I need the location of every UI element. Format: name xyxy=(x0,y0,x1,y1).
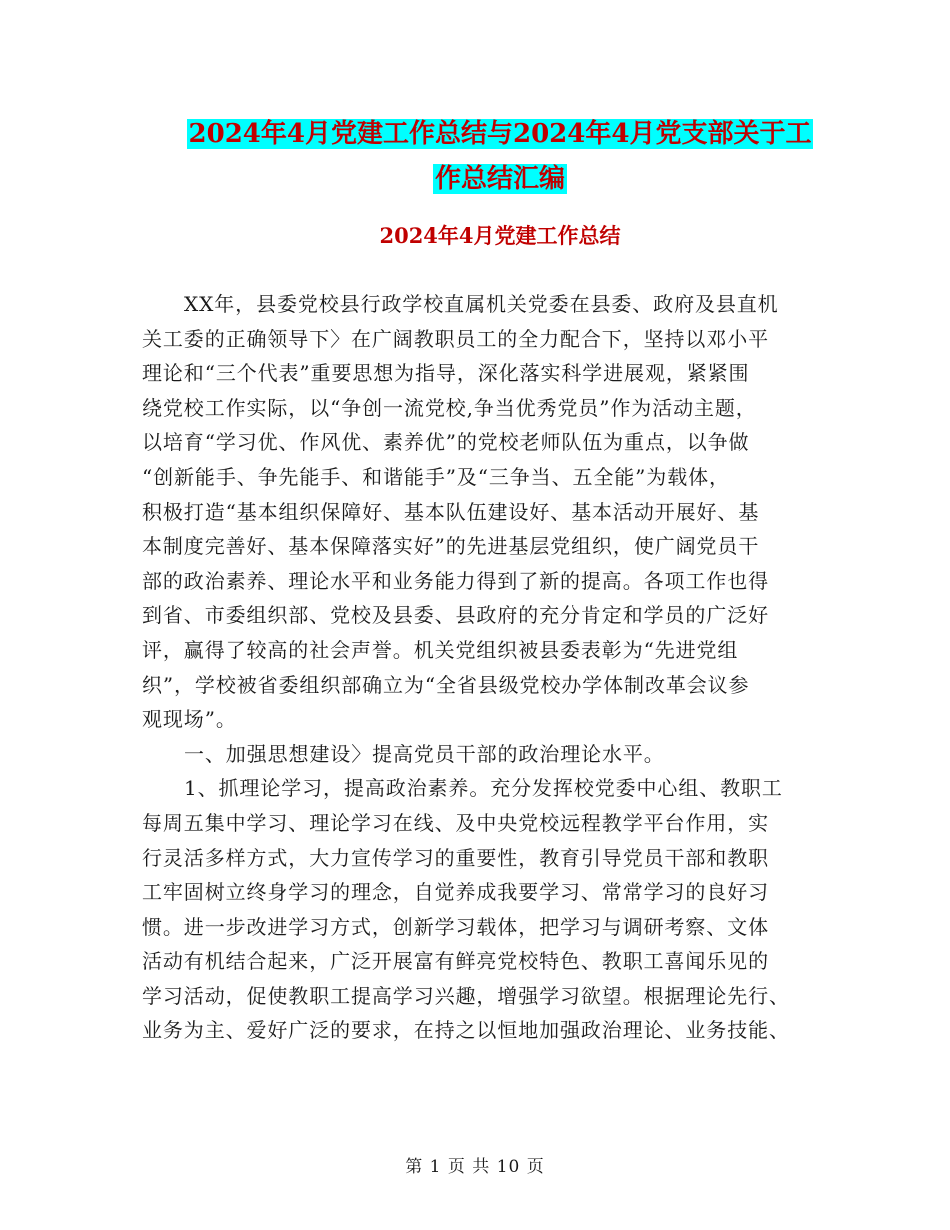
body-line: 绕党校工作实际，以“争创一流党校,争当优秀党员”作为活动主题， xyxy=(142,395,757,420)
body-text xyxy=(142,287,810,1048)
body-line: 部的政治素养、理论水平和业务能力得到了新的提高。各项工作也得 xyxy=(142,568,769,593)
heading-line: 一、加强思想建设〉提高党员干部的政治理论水平。 xyxy=(184,741,665,766)
body-line: 惯。进一步改进学习方式，创新学习载体，把学习与调研考察、文体 xyxy=(142,914,769,939)
body-line: 到省、市委组织部、党校及县委、县政府的充分肯定和学员的广泛好 xyxy=(142,603,769,628)
body-line: 关工委的正确领导下〉在广阔教职员工的全力配合下，坚持以邓小平 xyxy=(142,326,769,351)
body-line: “创新能手、争先能手、和谐能手”及“三争当、五全能”为载体， xyxy=(142,464,730,489)
body-line: 工牢固树立终身学习的理念，自觉养成我要学习、常常学习的良好习 xyxy=(142,880,769,905)
body-line: 以培育“学习优、作风优、素养优”的党校老师队伍为重点，以争做 xyxy=(142,430,750,455)
document-title-line2: 作总结汇编 xyxy=(434,164,565,194)
body-line: 观现场”。 xyxy=(142,707,237,732)
body-line: 1、抓理论学习，提高政治素养。充分发挥校党委中心组、教职工 xyxy=(184,776,783,801)
body-line: 行灵活多样方式，大力宣传学习的重要性，教育引导党员干部和教职 xyxy=(142,845,769,870)
body-line: 本制度完善好、基本保障落实好”的先进基层党组织，使广阔党员干 xyxy=(142,534,760,559)
body-line: 每周五集中学习、理论学习在线、及中央党校远程教学平台作用，实 xyxy=(142,810,769,835)
body-line: 织”，学校被省委组织部确立为“全省县级党校办学体制改革会议参 xyxy=(142,672,750,697)
body-line: 理论和“三个代表”重要思想为指导，深化落实科学进展观，紧紧围 xyxy=(142,361,750,386)
section-title: 2024年4月党建工作总结 xyxy=(379,223,621,248)
body-line: 评，赢得了较高的社会声誉。机关党组织被县委表彰为“先进党组 xyxy=(142,637,739,662)
body-line: 业务为主、爱好广泛的要求，在持之以恒地加强政治理论、业务技能、 xyxy=(142,1018,790,1043)
document-title xyxy=(140,112,860,202)
body-line: 活动有机结合起来，广泛开展富有鲜亮党校特色、教职工喜闻乐见的 xyxy=(142,949,769,974)
body-line: 学习活动，促使教职工提高学习兴趣，增强学习欲望。根据理论先行、 xyxy=(142,983,790,1008)
body-line: XX年，县委党校县行政学校直属机关党委在县委、政府及县直机 xyxy=(184,292,779,316)
body-line: 积极打造“基本组织保障好、基本队伍建设好、基本活动开展好、基 xyxy=(142,499,760,524)
document-title-line1: 2024年4月党建工作总结与2024年4月党支部关于工 xyxy=(188,119,812,149)
page-footer: 第 1 页 共 10 页 xyxy=(405,1157,545,1177)
